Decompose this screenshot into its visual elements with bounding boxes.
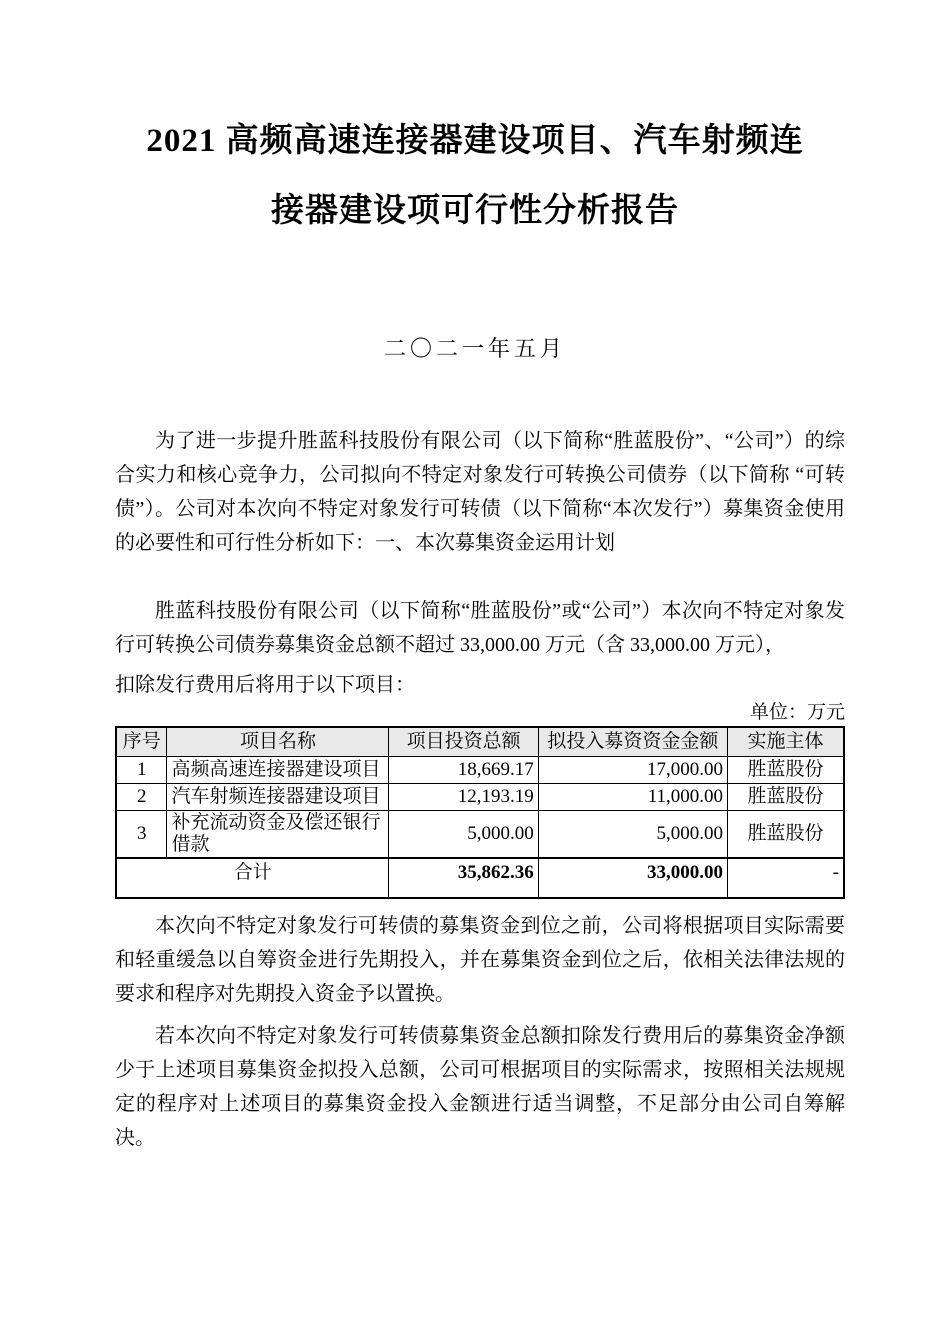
- header-total-investment: 项目投资总额: [389, 727, 538, 757]
- header-entity: 实施主体: [727, 727, 844, 757]
- total-raised: 33,000.00: [538, 858, 727, 898]
- header-raised-funds: 拟投入募资资金金额: [538, 727, 727, 757]
- row2-investment: 12,193.19: [389, 784, 538, 811]
- row2-entity: 胜蓝股份: [727, 784, 844, 811]
- row3-raised: 5,000.00: [538, 811, 727, 859]
- total-entity-dash: -: [727, 858, 844, 898]
- paragraph-use-intro: 扣除发行费用后将用于以下项目：: [115, 674, 415, 696]
- row3-investment: 5,000.00: [389, 811, 538, 859]
- row2-no: 2: [116, 784, 167, 811]
- paragraph-raise-amount: 胜蓝科技股份有限公司（以下简称“胜蓝股份”或“公司”）本次向不特定对象发行可转换公司债券募集资金总额不超过 33,000.00 万元（含 33,000.00 万元），: [115, 600, 845, 656]
- row1-project-name: 高频高速连接器建设项目: [167, 757, 389, 784]
- row1-raised: 17,000.00: [538, 757, 727, 784]
- total-investment: 35,862.36: [389, 858, 538, 898]
- paragraph-adjustment: 若本次向不特定对象发行可转债募集资金总额扣除发行费用后的募集资金净额少于上述项目募集资金拟投入总额，公司可根据项目的实际需求，按照相关法规规定的程序对上述项目的募集资金投入金额进行适当调整，不足部分由公司自筹解决。: [115, 1025, 845, 1149]
- row1-investment: 18,669.17: [389, 757, 538, 784]
- document-date: 二〇二一年五月: [383, 336, 566, 361]
- table-row: [116, 757, 844, 784]
- paragraph-intro: 为了进一步提升胜蓝科技股份有限公司（以下简称“胜蓝股份”、“公司”）的综合实力和核心竞争力，公司拟向不特定对象发行可转换公司债券（以下简称 “可转债”）。公司对本次向不特定对象发行可转债（以下简称“本次发行”）募集资金使用的必要性和可行性分析如下：一、本次募集资金运用计划: [115, 430, 845, 554]
- row3-no: 3: [116, 811, 167, 859]
- table-row: [116, 811, 844, 859]
- row1-entity: 胜蓝股份: [727, 757, 844, 784]
- row3-entity: 胜蓝股份: [727, 811, 844, 859]
- document-title: [0, 0, 950, 246]
- table-row: [116, 784, 844, 811]
- header-no: 序号: [116, 727, 167, 757]
- paragraph-pre-investment: 本次向不特定对象发行可转债的募集资金到位之前，公司将根据项目实际需要和轻重缓急以自筹资金进行先期投入，并在募集资金到位之后，依相关法律法规的要求和程序对先期投入资金予以置换。: [115, 915, 845, 1005]
- table-header-row: [116, 727, 844, 757]
- title-line-2: 接器建设项可行性分析报告: [271, 193, 679, 229]
- row2-project-name: 汽车射频连接器建设项目: [167, 784, 389, 811]
- document-body: [0, 424, 950, 1155]
- row1-no: 1: [116, 757, 167, 784]
- fund-usage-table: [115, 726, 845, 899]
- row3-project-name: 补充流动资金及偿还银行借款: [167, 811, 389, 859]
- table-unit-label: 单位：万元: [749, 702, 845, 723]
- total-label: 合计: [116, 858, 389, 898]
- row2-raised: 11,000.00: [538, 784, 727, 811]
- header-project-name: 项目名称: [167, 727, 389, 757]
- table-total-row: [116, 858, 844, 898]
- title-line-1: 2021 高频高速连接器建设项目、汽车射频连: [146, 123, 804, 159]
